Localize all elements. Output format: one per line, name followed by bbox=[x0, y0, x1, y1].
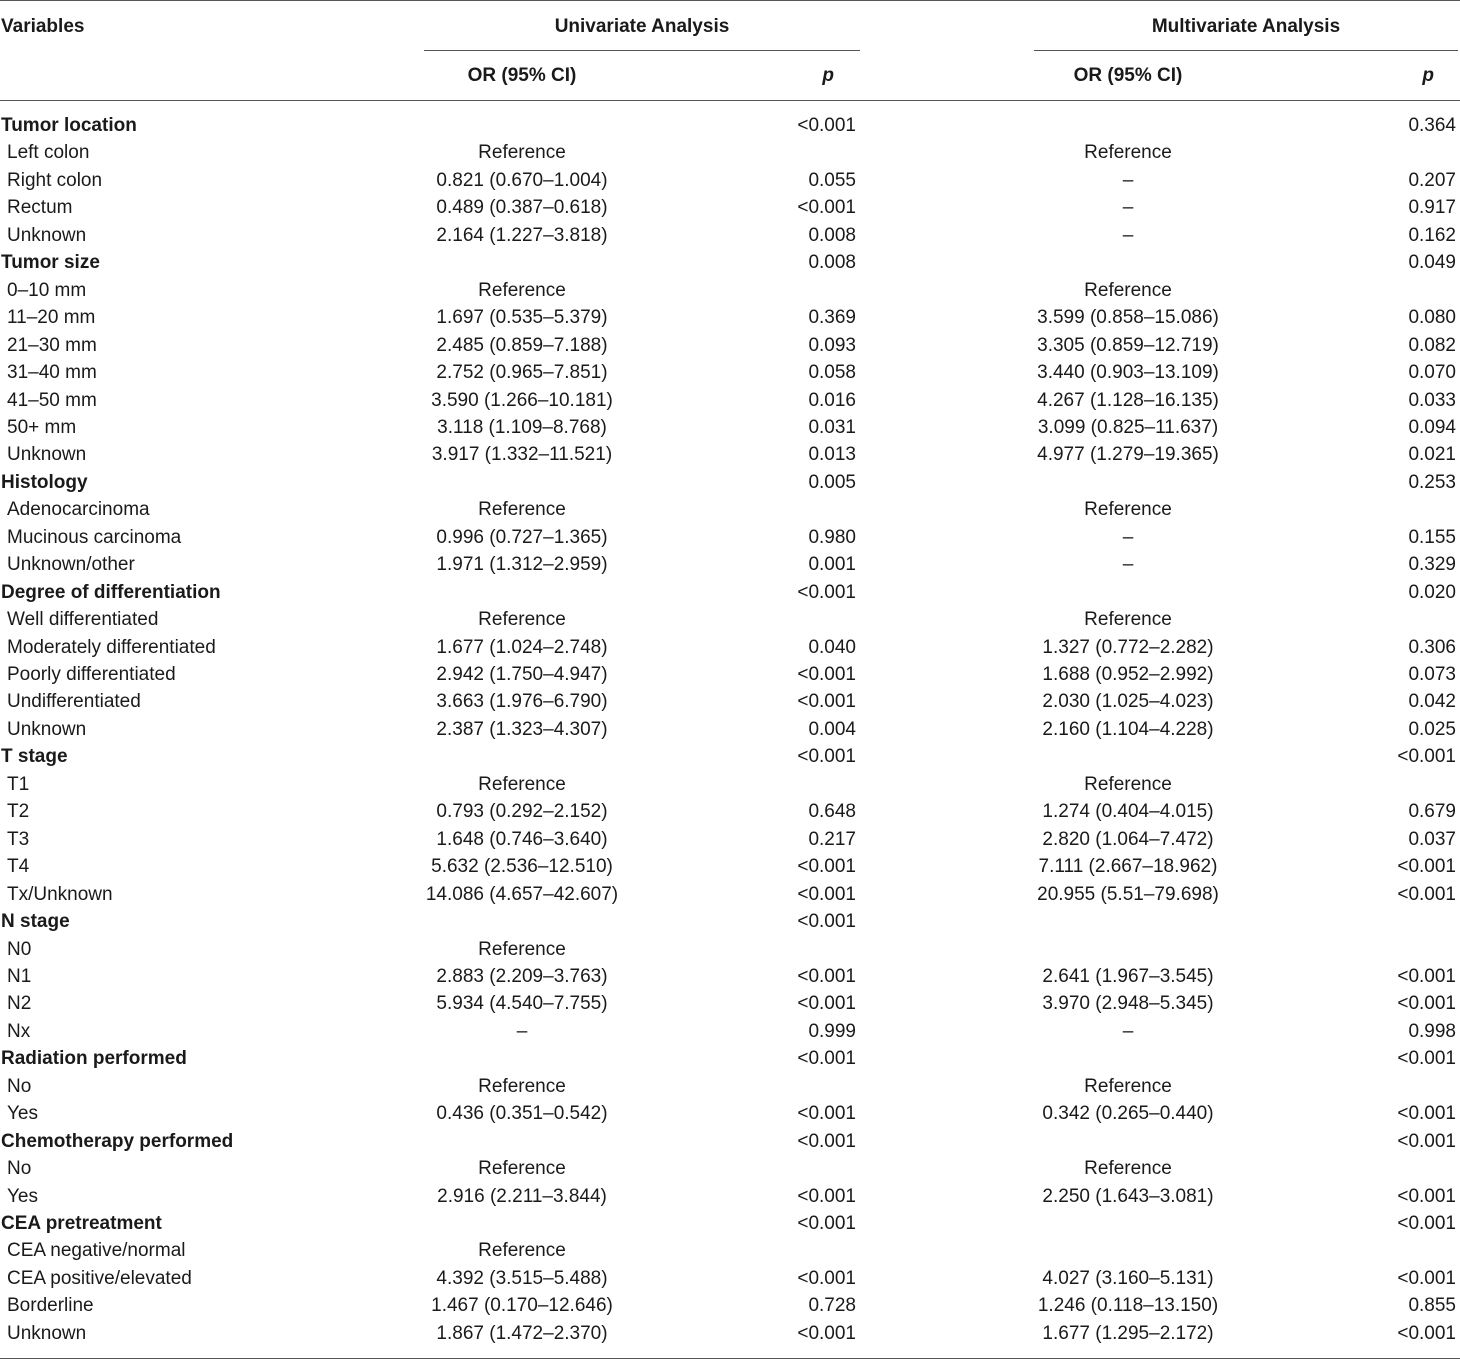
univariate-or: 1.467 (0.170–12.646) bbox=[431, 1295, 613, 1316]
row-label: Degree of differentiation bbox=[1, 582, 221, 603]
multivariate-p: 0.082 bbox=[1408, 335, 1456, 356]
univariate-p: <0.001 bbox=[797, 884, 856, 905]
univariate-or: 3.590 (1.266–10.181) bbox=[431, 390, 613, 411]
multivariate-or: Reference bbox=[1084, 1158, 1172, 1179]
row-label: 50+ mm bbox=[7, 417, 77, 438]
row-label: 31–40 mm bbox=[7, 362, 97, 383]
univariate-p: <0.001 bbox=[797, 1213, 856, 1234]
univariate-p: <0.001 bbox=[797, 911, 856, 932]
row-label: No bbox=[7, 1158, 32, 1179]
multivariate-or: Reference bbox=[1084, 609, 1172, 630]
multivariate-or: Reference bbox=[1084, 499, 1172, 520]
univariate-p: <0.001 bbox=[797, 1323, 856, 1344]
row-label: 41–50 mm bbox=[7, 390, 97, 411]
multivariate-p: 0.049 bbox=[1408, 252, 1456, 273]
univariate-p: <0.001 bbox=[797, 115, 856, 136]
multivariate-p: 0.021 bbox=[1408, 444, 1456, 465]
multivariate-p: 0.033 bbox=[1408, 390, 1456, 411]
univariate-or: 1.697 (0.535–5.379) bbox=[436, 307, 608, 328]
univariate-or: 5.632 (2.536–12.510) bbox=[431, 856, 613, 877]
row-label: N stage bbox=[1, 911, 70, 932]
univariate-p: <0.001 bbox=[797, 197, 856, 218]
multivariate-p: <0.001 bbox=[1397, 1103, 1456, 1124]
row-label: Borderline bbox=[7, 1295, 94, 1316]
univariate-p: 0.008 bbox=[808, 225, 856, 246]
row-label: Nx bbox=[7, 1021, 31, 1042]
row-label: Poorly differentiated bbox=[7, 664, 176, 685]
row-label: Tumor location bbox=[1, 115, 137, 136]
multivariate-or: 3.970 (2.948–5.345) bbox=[1042, 993, 1214, 1014]
row-label: T3 bbox=[7, 829, 30, 850]
univariate-p: 0.001 bbox=[808, 554, 856, 575]
multivariate-or: 3.099 (0.825–11.637) bbox=[1037, 417, 1219, 438]
row-label: Tx/Unknown bbox=[7, 884, 113, 905]
row-label: N2 bbox=[7, 993, 32, 1014]
multivariate-p: 0.080 bbox=[1408, 307, 1456, 328]
univariate-or: 2.485 (0.859–7.188) bbox=[436, 335, 608, 356]
row-label: N1 bbox=[7, 966, 32, 987]
multivariate-p: 0.070 bbox=[1408, 362, 1456, 383]
multivariate-or: 1.274 (0.404–4.015) bbox=[1042, 801, 1214, 822]
multivariate-or: 0.342 (0.265–0.440) bbox=[1042, 1103, 1214, 1124]
univariate-p: <0.001 bbox=[797, 856, 856, 877]
multivariate-p: <0.001 bbox=[1397, 856, 1456, 877]
univariate-p: 0.217 bbox=[808, 829, 856, 850]
multivariate-or: Reference bbox=[1084, 774, 1172, 795]
univariate-or: 0.793 (0.292–2.152) bbox=[436, 801, 608, 822]
multivariate-p: 0.253 bbox=[1408, 472, 1456, 493]
row-label: Yes bbox=[7, 1103, 38, 1124]
top-rule bbox=[0, 0, 1460, 1]
multivariate-p: 0.855 bbox=[1408, 1295, 1456, 1316]
row-label: Rectum bbox=[7, 197, 73, 218]
univariate-p: <0.001 bbox=[797, 1103, 856, 1124]
univariate-or: Reference bbox=[478, 280, 566, 301]
univariate-p: <0.001 bbox=[797, 1186, 856, 1207]
univariate-p: 0.005 bbox=[808, 472, 856, 493]
row-label: Moderately differentiated bbox=[7, 637, 216, 658]
row-label: Radiation performed bbox=[1, 1048, 187, 1069]
row-label: Unknown bbox=[7, 225, 87, 246]
bottom-rule bbox=[0, 1358, 1460, 1359]
row-label: Histology bbox=[1, 472, 88, 493]
univariate-p: <0.001 bbox=[797, 1131, 856, 1152]
row-label: T1 bbox=[7, 774, 30, 795]
univariate-or: 3.118 (1.109–8.768) bbox=[437, 417, 607, 438]
univariate-p: <0.001 bbox=[797, 664, 856, 685]
row-label: Adenocarcinoma bbox=[7, 499, 150, 520]
univariate-or: 0.489 (0.387–0.618) bbox=[436, 197, 608, 218]
multivariate-or: 2.641 (1.967–3.545) bbox=[1042, 966, 1214, 987]
univariate-underline bbox=[424, 50, 860, 51]
multivariate-p: 0.037 bbox=[1408, 829, 1456, 850]
multivariate-p: <0.001 bbox=[1397, 993, 1456, 1014]
row-label: T2 bbox=[7, 801, 30, 822]
row-label: 0–10 mm bbox=[7, 280, 87, 301]
univariate-p: 0.008 bbox=[808, 252, 856, 273]
univariate-or: 1.867 (1.472–2.370) bbox=[436, 1323, 608, 1344]
multivariate-or: 1.327 (0.772–2.282) bbox=[1042, 637, 1214, 658]
multivariate-or: – bbox=[1122, 170, 1134, 191]
univariate-or: Reference bbox=[478, 142, 566, 163]
multivariate-p: 0.679 bbox=[1408, 801, 1456, 822]
multivariate-p-header: p bbox=[1422, 65, 1434, 86]
univariate-or: 2.916 (2.211–3.844) bbox=[437, 1186, 607, 1207]
row-label: Right colon bbox=[7, 170, 103, 191]
multivariate-or: Reference bbox=[1084, 280, 1172, 301]
multivariate-or: – bbox=[1122, 197, 1134, 218]
multivariate-p: 0.094 bbox=[1408, 417, 1456, 438]
univariate-or: 2.164 (1.227–3.818) bbox=[436, 225, 608, 246]
univariate-or: 4.392 (3.515–5.488) bbox=[436, 1268, 608, 1289]
univariate-p: <0.001 bbox=[797, 966, 856, 987]
row-label: Yes bbox=[7, 1186, 38, 1207]
row-label: Left colon bbox=[7, 142, 90, 163]
multivariate-or: 1.688 (0.952–2.992) bbox=[1042, 664, 1214, 685]
row-label: Unknown/other bbox=[7, 554, 135, 575]
multivariate-p: 0.917 bbox=[1408, 197, 1456, 218]
univariate-p: <0.001 bbox=[797, 582, 856, 603]
univariate-p: 0.013 bbox=[808, 444, 856, 465]
univariate-p: 0.055 bbox=[808, 170, 856, 191]
multivariate-p: 0.998 bbox=[1408, 1021, 1456, 1042]
multivariate-or: Reference bbox=[1084, 142, 1172, 163]
multivariate-or: 4.267 (1.128–16.135) bbox=[1037, 390, 1219, 411]
multivariate-p: 0.329 bbox=[1408, 554, 1456, 575]
univariate-or: 2.752 (0.965–7.851) bbox=[436, 362, 608, 383]
univariate-or: Reference bbox=[478, 609, 566, 630]
variables-header: Variables bbox=[1, 16, 85, 37]
univariate-p: 0.369 bbox=[808, 307, 856, 328]
univariate-or: Reference bbox=[478, 1076, 566, 1097]
univariate-p: <0.001 bbox=[797, 1268, 856, 1289]
univariate-p: 0.031 bbox=[808, 417, 856, 438]
multivariate-p: 0.025 bbox=[1408, 719, 1456, 740]
multivariate-or: – bbox=[1122, 225, 1134, 246]
multivariate-p: <0.001 bbox=[1397, 1048, 1456, 1069]
row-label: CEA pretreatment bbox=[1, 1213, 162, 1234]
univariate-p: 0.004 bbox=[808, 719, 856, 740]
multivariate-p: 0.020 bbox=[1408, 582, 1456, 603]
multivariate-or: 1.677 (1.295–2.172) bbox=[1042, 1323, 1214, 1344]
univariate-p: <0.001 bbox=[797, 993, 856, 1014]
multivariate-or: – bbox=[1122, 1021, 1134, 1042]
multivariate-p: 0.155 bbox=[1408, 527, 1456, 548]
multivariate-p: <0.001 bbox=[1397, 884, 1456, 905]
multivariate-p: <0.001 bbox=[1397, 1213, 1456, 1234]
row-label: CEA positive/elevated bbox=[7, 1268, 192, 1289]
univariate-or: 1.677 (1.024–2.748) bbox=[436, 637, 608, 658]
multivariate-or: 4.977 (1.279–19.365) bbox=[1037, 444, 1219, 465]
univariate-p: <0.001 bbox=[797, 746, 856, 767]
row-label: Unknown bbox=[7, 719, 87, 740]
multivariate-or: 3.440 (0.903–13.109) bbox=[1037, 362, 1219, 383]
multivariate-underline bbox=[1034, 50, 1458, 51]
multivariate-p: 0.073 bbox=[1408, 664, 1456, 685]
univariate-or: 0.821 (0.670–1.004) bbox=[436, 170, 608, 191]
multivariate-or: 7.111 (2.667–18.962) bbox=[1038, 856, 1218, 877]
univariate-or: Reference bbox=[478, 939, 566, 960]
univariate-or: 2.387 (1.323–4.307) bbox=[436, 719, 608, 740]
multivariate-p: 0.364 bbox=[1408, 115, 1456, 136]
multivariate-p: <0.001 bbox=[1397, 1323, 1456, 1344]
row-label: Mucinous carcinoma bbox=[7, 527, 182, 548]
univariate-or: 1.971 (1.312–2.959) bbox=[436, 554, 608, 575]
row-label: Chemotherapy performed bbox=[1, 1131, 234, 1152]
univariate-p: 0.093 bbox=[808, 335, 856, 356]
row-label: Undifferentiated bbox=[7, 691, 141, 712]
row-label: CEA negative/normal bbox=[7, 1240, 186, 1261]
multivariate-p: <0.001 bbox=[1397, 1131, 1456, 1152]
univariate-p: <0.001 bbox=[797, 691, 856, 712]
multivariate-p: 0.162 bbox=[1408, 225, 1456, 246]
multivariate-or: 3.305 (0.859–12.719) bbox=[1037, 335, 1219, 356]
row-label: 21–30 mm bbox=[7, 335, 97, 356]
row-label: Unknown bbox=[7, 444, 87, 465]
univariate-or: 5.934 (4.540–7.755) bbox=[436, 993, 608, 1014]
row-label: 11–20 mm bbox=[7, 307, 96, 328]
univariate-or: 14.086 (4.657–42.607) bbox=[425, 884, 619, 905]
multivariate-header: Multivariate Analysis bbox=[1151, 16, 1341, 37]
univariate-or: Reference bbox=[478, 1158, 566, 1179]
row-label: Tumor size bbox=[1, 252, 100, 273]
multivariate-p: <0.001 bbox=[1397, 1186, 1456, 1207]
multivariate-or: 2.030 (1.025–4.023) bbox=[1042, 691, 1214, 712]
multivariate-or-header: OR (95% CI) bbox=[1073, 65, 1183, 86]
multivariate-p: <0.001 bbox=[1397, 966, 1456, 987]
univariate-or: 2.942 (1.750–4.947) bbox=[436, 664, 608, 685]
univariate-p: 0.728 bbox=[808, 1295, 856, 1316]
row-label: T4 bbox=[7, 856, 30, 877]
univariate-p: 0.648 bbox=[808, 801, 856, 822]
multivariate-p: <0.001 bbox=[1397, 746, 1456, 767]
univariate-or: – bbox=[516, 1021, 528, 1042]
univariate-p: 0.016 bbox=[808, 390, 856, 411]
row-label: N0 bbox=[7, 939, 32, 960]
multivariate-or: 1.246 (0.118–13.150) bbox=[1037, 1295, 1219, 1316]
univariate-or: 2.883 (2.209–3.763) bbox=[436, 966, 608, 987]
multivariate-or: – bbox=[1122, 527, 1134, 548]
multivariate-p: <0.001 bbox=[1397, 1268, 1456, 1289]
univariate-or: 1.648 (0.746–3.640) bbox=[436, 829, 608, 850]
multivariate-or: 2.820 (1.064–7.472) bbox=[1042, 829, 1214, 850]
multivariate-or: 2.250 (1.643–3.081) bbox=[1042, 1186, 1214, 1207]
multivariate-or: Reference bbox=[1084, 1076, 1172, 1097]
multivariate-or: 3.599 (0.858–15.086) bbox=[1037, 307, 1219, 328]
univariate-or: 0.996 (0.727–1.365) bbox=[436, 527, 608, 548]
row-label: Well differentiated bbox=[7, 609, 159, 630]
univariate-or: Reference bbox=[478, 774, 566, 795]
univariate-p: <0.001 bbox=[797, 1048, 856, 1069]
univariate-or: Reference bbox=[478, 1240, 566, 1261]
multivariate-p: 0.207 bbox=[1408, 170, 1456, 191]
multivariate-or: 4.027 (3.160–5.131) bbox=[1042, 1268, 1214, 1289]
univariate-header: Univariate Analysis bbox=[554, 16, 730, 37]
multivariate-p: 0.042 bbox=[1408, 691, 1456, 712]
univariate-or: Reference bbox=[478, 499, 566, 520]
univariate-or: 0.436 (0.351–0.542) bbox=[436, 1103, 608, 1124]
univariate-p: 0.980 bbox=[808, 527, 856, 548]
row-label: No bbox=[7, 1076, 32, 1097]
univariate-or: 3.917 (1.332–11.521) bbox=[431, 444, 613, 465]
multivariate-or: 20.955 (5.51–79.698) bbox=[1037, 884, 1219, 905]
univariate-p: 0.040 bbox=[808, 637, 856, 658]
univariate-p-header: p bbox=[822, 65, 834, 86]
row-label: T stage bbox=[1, 746, 68, 767]
header-rule bbox=[0, 100, 1460, 101]
multivariate-or: 2.160 (1.104–4.228) bbox=[1042, 719, 1214, 740]
univariate-p: 0.999 bbox=[808, 1021, 856, 1042]
univariate-p: 0.058 bbox=[808, 362, 856, 383]
multivariate-or: – bbox=[1122, 554, 1134, 575]
row-label: Unknown bbox=[7, 1323, 87, 1344]
multivariate-p: 0.306 bbox=[1408, 637, 1456, 658]
univariate-or: 3.663 (1.976–6.790) bbox=[436, 691, 608, 712]
univariate-or-header: OR (95% CI) bbox=[467, 65, 577, 86]
